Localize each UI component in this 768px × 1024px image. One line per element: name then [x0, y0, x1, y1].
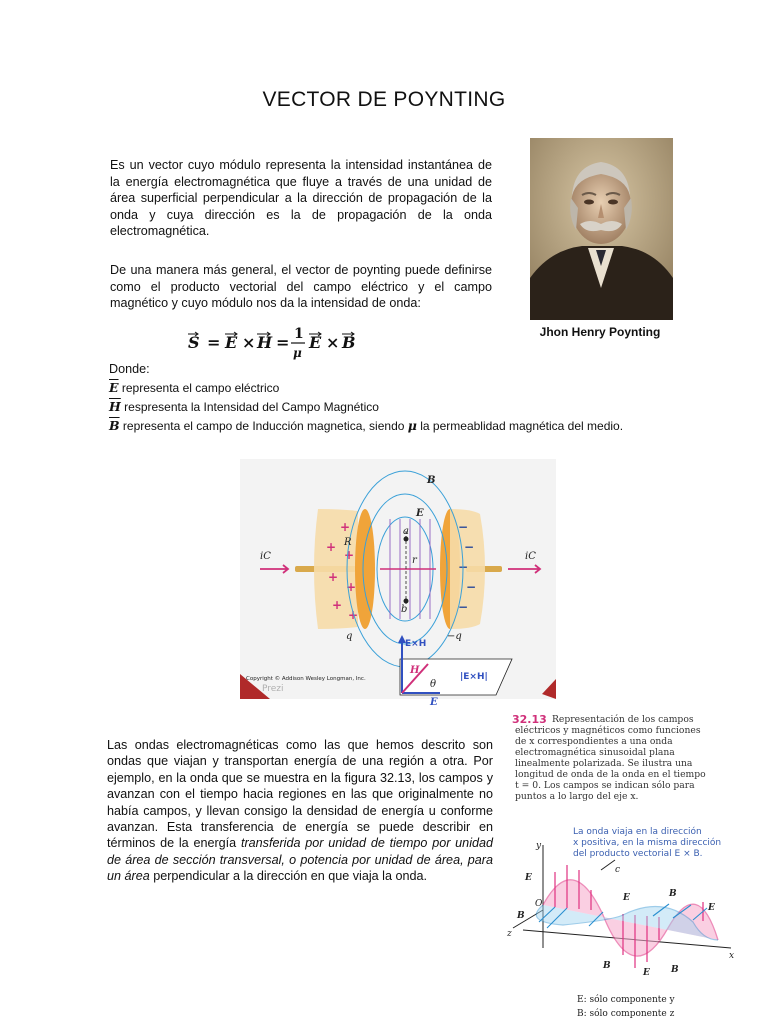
svg-text:del producto vectorial E × B.: del producto vectorial E × B.: [573, 849, 703, 859]
svg-text:H: H: [257, 333, 273, 352]
svg-text:O: O: [535, 899, 543, 909]
formula-S: [188, 332, 200, 352]
formula-E: [224, 332, 238, 352]
svg-text:E: sólo componente y: E: sólo componente y: [577, 995, 675, 1005]
svg-text:Prezi: Prezi: [262, 684, 284, 694]
svg-text:E: E: [416, 508, 424, 519]
formula-E2: [308, 332, 322, 352]
symbol-B: $\overline{B}$: [109, 418, 120, 433]
svg-text:x: x: [729, 951, 735, 961]
svg-text:B: B: [517, 911, 525, 921]
symbol-mu: μ: [407, 418, 417, 433]
definition-E: $\overline{E}$ representa el campo eléctrico: [109, 380, 280, 395]
formula-B: [341, 332, 356, 352]
svg-text:eléctricos y magnéticos como f: eléctricos y magnéticos como funciones: [515, 725, 701, 736]
intro-paragraph-2: De una manera más general, el vector de poynting puede definirse como el producto vectorial del campo eléctrico y el campo magnético y cuyo módulo nos da la intensidad de onda:: [110, 263, 492, 311]
svg-text:−: −: [458, 520, 469, 534]
svg-text:R: R: [344, 537, 352, 548]
svg-text:E×H: E×H: [405, 639, 427, 649]
svg-text:E: E: [525, 873, 532, 883]
svg-text:electromagnética sinusoidal pl: electromagnética sinusoidal plana: [515, 747, 675, 758]
svg-text:+: +: [344, 548, 355, 562]
svg-text:−q: −q: [447, 631, 462, 642]
svg-text:+: +: [328, 570, 339, 584]
wave-paragraph: Las ondas electromagnéticas como las que hemos descrito son ondas que viajan y transportan energía de una región a otra. Por ejemplo, en la onda que se muestra en la figura 32.13, los campos y avanzan con el tiempo hacia regiones en las que originalmente no había campos, y llevan consigo la densidad de energía u conforme avanzan. Esta transferencia de energía se puede describir en términos de la energía transferida por unidad de tiempo por unidad de área de sección transversal, o potencia por unidad de área, para un área perpendicular a la dirección en que viaja la onda.: [107, 738, 494, 884]
svg-text:|E×H|: |E×H|: [460, 672, 488, 682]
svg-text:c: c: [615, 865, 621, 875]
svg-text:r: r: [412, 555, 417, 566]
svg-text:B: B: [427, 475, 436, 486]
svg-text:+: +: [326, 540, 337, 554]
svg-text:E: E: [623, 893, 630, 903]
svg-text:×: ×: [242, 333, 256, 352]
svg-text:puntos a lo largo del eje x.: puntos a lo largo del eje x.: [515, 791, 639, 802]
svg-text:+: +: [332, 598, 343, 612]
definition-H: $\overline{H}$ respresenta la Intensidad del Campo Magnético: [109, 399, 379, 414]
capacitor-figure: [240, 459, 556, 708]
poynting-portrait: [530, 138, 673, 320]
svg-text:S: S: [188, 333, 200, 352]
svg-text:+: +: [346, 580, 357, 594]
portrait-caption: Jhon Henry Poynting: [539, 325, 661, 339]
svg-text:+: +: [340, 520, 351, 534]
svg-text:Copyright © Addison Wesley Lon: Copyright © Addison Wesley Longman, Inc.: [246, 676, 366, 682]
svg-text:−: −: [464, 540, 475, 554]
page-title: VECTOR DE POYNTING: [262, 88, 506, 111]
svg-text:B: B: [603, 961, 611, 971]
definition-B: $\overline{B}$ representa el campo de Inducción magnetica, siendo μ la permeablidad magnética del medio.: [109, 418, 624, 433]
svg-text:E: E: [708, 903, 715, 913]
svg-text:32.13: 32.13: [512, 713, 547, 726]
svg-text:=: =: [207, 333, 221, 352]
svg-text:iC: iC: [260, 551, 271, 562]
svg-text:de x correspondientes a una on: de x correspondientes a una onda: [515, 736, 673, 747]
svg-text:B: sólo componente z: B: sólo componente z: [577, 1009, 675, 1019]
svg-text:E: E: [225, 333, 238, 352]
svg-text:La onda viaja en la dirección: La onda viaja en la dirección: [573, 827, 702, 837]
svg-text:t = 0. Los campos se indican s: t = 0. Los campos se indican sólo para: [515, 780, 695, 791]
svg-text:longitud de onda de la onda en: longitud de onda de la onda en el tiempo: [515, 769, 706, 780]
svg-text:−: −: [458, 600, 469, 614]
svg-text:μ: μ: [293, 346, 302, 360]
svg-text:iC: iC: [525, 551, 536, 562]
svg-text:q: q: [346, 631, 353, 642]
intro-paragraph-1: Es un vector cuyo módulo representa la intensidad instantánea de la energía electromagnética que fluye a través de una unidad de área superficial perpendicular a la dirección de propagación de la onda y cuya dirección es la de propagación de la onda electromagnética.: [110, 158, 492, 239]
svg-text:1: 1: [294, 326, 304, 342]
donde-label: Donde:: [109, 362, 150, 376]
svg-text:linealmente polarizada. Se ilu: linealmente polarizada. Se ilustra una: [515, 758, 693, 769]
symbol-H: $\overline{H}$: [109, 399, 121, 414]
svg-text:B: B: [342, 333, 356, 352]
svg-text:H: H: [410, 665, 420, 676]
svg-text:E: E: [309, 333, 322, 352]
svg-text:−: −: [458, 560, 469, 574]
symbol-E: $\overline{E}$: [109, 380, 119, 395]
svg-text:E: E: [643, 968, 650, 978]
svg-text:a: a: [403, 526, 409, 537]
svg-text:z: z: [507, 929, 512, 939]
svg-text:B: B: [671, 965, 679, 975]
svg-text:θ: θ: [430, 679, 437, 690]
svg-text:×: ×: [326, 333, 340, 352]
wave-figure: [503, 700, 739, 1024]
svg-text:b: b: [401, 604, 408, 615]
formula-H: [256, 332, 273, 352]
svg-text:=: =: [276, 333, 290, 352]
svg-text:−: −: [466, 580, 477, 594]
svg-text:x positiva, en la misma direcc: x positiva, en la misma dirección: [573, 838, 722, 848]
svg-text:Representación de los campos: Representación de los campos: [552, 714, 694, 725]
svg-text:y: y: [536, 841, 542, 851]
svg-text:+: +: [348, 608, 359, 622]
svg-text:E: E: [430, 697, 438, 708]
poynting-formula: [185, 323, 375, 361]
svg-text:B: B: [669, 889, 677, 899]
